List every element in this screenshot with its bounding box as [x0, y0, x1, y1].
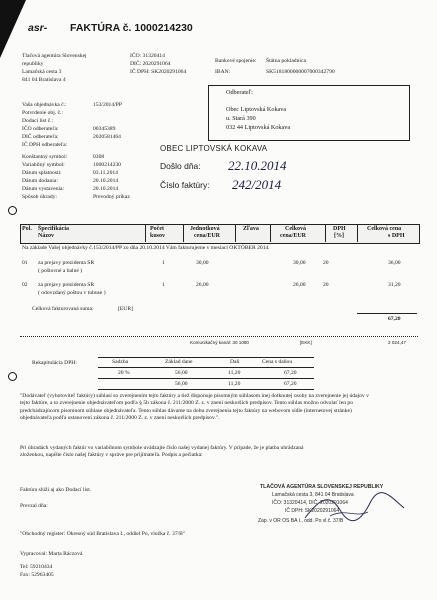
detail-label: IČ DPH odberateľa: [22, 142, 68, 148]
vat-gross-total: 67,20 [284, 381, 297, 387]
vat-tax-total: 11,20 [228, 381, 241, 387]
col-head-total: Celková [285, 226, 306, 232]
stamp-line: Lamačská cesta 3, 841 04 Bratislava [272, 492, 354, 498]
detail-value: 0308 [93, 154, 105, 160]
col-head-qty: Počet [150, 226, 164, 232]
invoice-number-handwritten: 242/2014 [232, 177, 282, 192]
row-note: ( odovzdaný poštou v tubuse ) [38, 290, 106, 296]
business-register: "Obchodný register: Okresný súd Bratislava I., oddiel Po, vložka č. 37/B" [20, 531, 186, 537]
detail-label: Dátum dodania: [22, 178, 58, 184]
received-date-label: Prevzal dňa: [20, 503, 48, 509]
sum-label: Celková fakturovaná suma: [32, 306, 94, 312]
row-qty: 1 [162, 282, 165, 288]
stamp-line: IČO: 31320414, DIČ: 2020291064 [272, 500, 348, 506]
supplier-dic: DIČ: 2020291064 [130, 61, 171, 67]
iban-value: SK5181800000007000342790 [266, 69, 335, 75]
detail-label: Dátum splatnosti: [22, 170, 62, 176]
customer-city: 032 44 Liptovská Kokava [226, 124, 291, 131]
col-head-unit-price: Jednotková [190, 226, 220, 232]
customer-street: u. Stará 390 [226, 115, 256, 122]
detail-label: Dodací list č.: [22, 118, 54, 124]
footer-tick-right: 2 024,47 [388, 340, 406, 345]
vat-head-rate: Sadzba [112, 359, 129, 365]
vat-base: 56,00 [175, 370, 188, 376]
invoice-number-label: Číslo faktúry: [160, 180, 210, 190]
row-vat: 20 [323, 282, 329, 288]
row-note: ( poštovné a balné ) [38, 268, 83, 274]
stamp-line: TLAČOVÁ AGENTÚRA SLOVENSKEJ REPUBLIKY [260, 484, 384, 490]
punch-hole [8, 372, 17, 381]
supplier-name: Tlačová agentúra Slovenskej [22, 53, 87, 59]
row-vat: 20 [323, 260, 329, 266]
stamp-line: IČ DPH: SK2020291064 [285, 508, 340, 514]
vat-rate: 20 % [118, 370, 130, 376]
sum-value: 67,20 [388, 316, 401, 322]
supplier-ico: IČO: 31320414 [130, 53, 165, 59]
detail-value: 20.10.2014 [93, 186, 119, 192]
detail-value: 2020581464 [93, 134, 121, 140]
supplier-street: Lamačská cesta 3 [22, 69, 62, 75]
detail-label: Potvrdenie obj. č.: [22, 110, 64, 116]
detail-label: Spôsob úhrady: [22, 194, 57, 200]
col-head-vat: DPH [333, 226, 346, 232]
vat-base-total: 56,00 [175, 381, 188, 387]
prepared-by: Vypracoval: Marta Ráczová [20, 551, 83, 557]
row-pos: 02 [22, 282, 28, 288]
vat-head-gross: Cena s daňou [262, 359, 293, 365]
row-total: 26,00 [293, 282, 306, 288]
stamp-line: Zap. v OR OS BA I., odd. Po vl.č. 37/B [258, 518, 344, 524]
items-intro: Na základe Vašej objednávky č.153/2014/PP zo dňa 20.10.2014 Vám fakturujeme v mesiaci OKTÓBER 2014. [22, 245, 270, 251]
row-unit: 30,00 [196, 260, 209, 266]
col-head-gross-2: s DPH [388, 233, 405, 239]
signature [300, 488, 410, 528]
sum-currency: [EUR] [118, 306, 133, 312]
intake-stamp-name: OBEC LIPTOVSKÁ KOKAVA [160, 144, 268, 153]
col-head-qty-unit: kusov [150, 233, 166, 239]
detail-label: Variabilný symbol: [22, 162, 65, 168]
col-head-unit-price-2: cena/EUR [194, 233, 220, 239]
detail-value: 03.11.2014 [93, 170, 118, 176]
supplier-name-2: republiky [22, 61, 44, 67]
detail-value: 00345389 [93, 126, 116, 132]
col-head-total-2: cena/EUR [280, 233, 306, 239]
col-head-vat-2: [%] [334, 233, 344, 239]
phone: Tel: 59210434 [20, 564, 53, 570]
row-gross: 36,00 [388, 260, 401, 266]
detail-label: Konštantný symbol: [22, 154, 68, 160]
row-unit: 26,00 [196, 282, 209, 288]
detail-label: DIČ odberateľa: [22, 134, 59, 140]
col-head-spec: Špecifikácia [38, 226, 69, 232]
row-pos: 01 [22, 260, 28, 266]
supplier-icdph: IČ DPH: SK2020291064 [130, 69, 187, 75]
detail-label: IČO odberateľa: [22, 126, 59, 132]
bank-value: Štátna pokladnica [266, 58, 306, 64]
col-head-discount: Zľava [243, 226, 259, 232]
logo-fragment: asr- [28, 22, 48, 34]
row-total: 30,00 [293, 260, 306, 266]
fax: Fax: 52963405 [20, 572, 54, 578]
vat-tax: 11,20 [228, 370, 241, 376]
items-table-header [20, 224, 420, 244]
vat-gross: 67,20 [284, 370, 297, 376]
payment-instructions: Pri úhradách vydaných faktúr vo variabilnom symbole uvádzajte číslo našej vydanej faktúry. V prípade, že je platba uhrádzaná zloženkou, napíšte číslo našej faktúry v správe pre prijímateľa. Podpis a pečiatka: [20, 445, 304, 459]
delivery-note-text: Faktúra slúži aj ako Dodací list. [20, 487, 92, 493]
detail-label: Vaša objednávka č.: [22, 102, 67, 108]
vat-head-tax: Daň [230, 359, 240, 365]
customer-name: Obec Liptovská Kokava [226, 106, 287, 113]
invoice-title: FAKTÚRA č. 1000214230 [70, 22, 193, 34]
detail-value: 20.10.2014 [93, 178, 119, 184]
publish-consent-text: "Dodávateľ (vyhotoviteľ faktúry) súhlasí so zverejnením tejto faktúry a tiež disponuje písomným súhlasom inej dotknutej osoby na zverejnenie jej údajov v tejto faktúre, a to zverejnenie objednávateľom podľa § 5b zákona č. 211/2000 Z. z. v znení neskorších predpisov. Tento súhlas možno odvolať len po predchádzajúcom písomnom súhlase objednávateľa. Tento súhlas dávame na dobu zverejnenia tejto faktúry na webovom sídle (internetovej stránke) objednávateľa podľa ustanovení zákona č. 211/2000 Z. z. v znení neskorších predpisov.". [20, 393, 369, 422]
punch-hole [8, 206, 17, 215]
row-qty: 1 [162, 260, 165, 266]
footer-tick-mid: [EKK] [300, 340, 312, 345]
corner-mark [0, 0, 26, 58]
customer-label: Odberateľ: [226, 89, 253, 96]
row-name: za prejavy prezidenta SR [38, 260, 95, 266]
row-name: za prejavy prezidenta SR [38, 282, 95, 288]
detail-label: Dátum vystavenia: [22, 186, 65, 192]
detail-value: 153/2014/PP [93, 102, 122, 108]
detail-value: Prevodný príkaz [93, 194, 130, 200]
bank-label: Bankové spojenie: [215, 58, 257, 64]
delivered-date-handwritten: 22.10.2014 [228, 158, 287, 173]
vat-recap-label: Rekapitulácia DPH: [32, 360, 77, 366]
col-head-name: Názov [38, 233, 54, 239]
vat-head-base: Základ dane [165, 359, 193, 365]
delivered-label: Došlo dňa: [160, 161, 201, 171]
detail-value: 1000214230 [93, 162, 121, 168]
iban-label: IBAN: [215, 69, 231, 75]
supplier-city: 841 04 Bratislava 4 [22, 77, 66, 83]
row-gross: 31,20 [388, 282, 401, 288]
col-head-gross: Celková cena [367, 226, 402, 232]
footer-tick-left: Komunikačný kanál: 30 1080 [190, 340, 249, 345]
col-head-pos: Pol. [22, 226, 32, 232]
